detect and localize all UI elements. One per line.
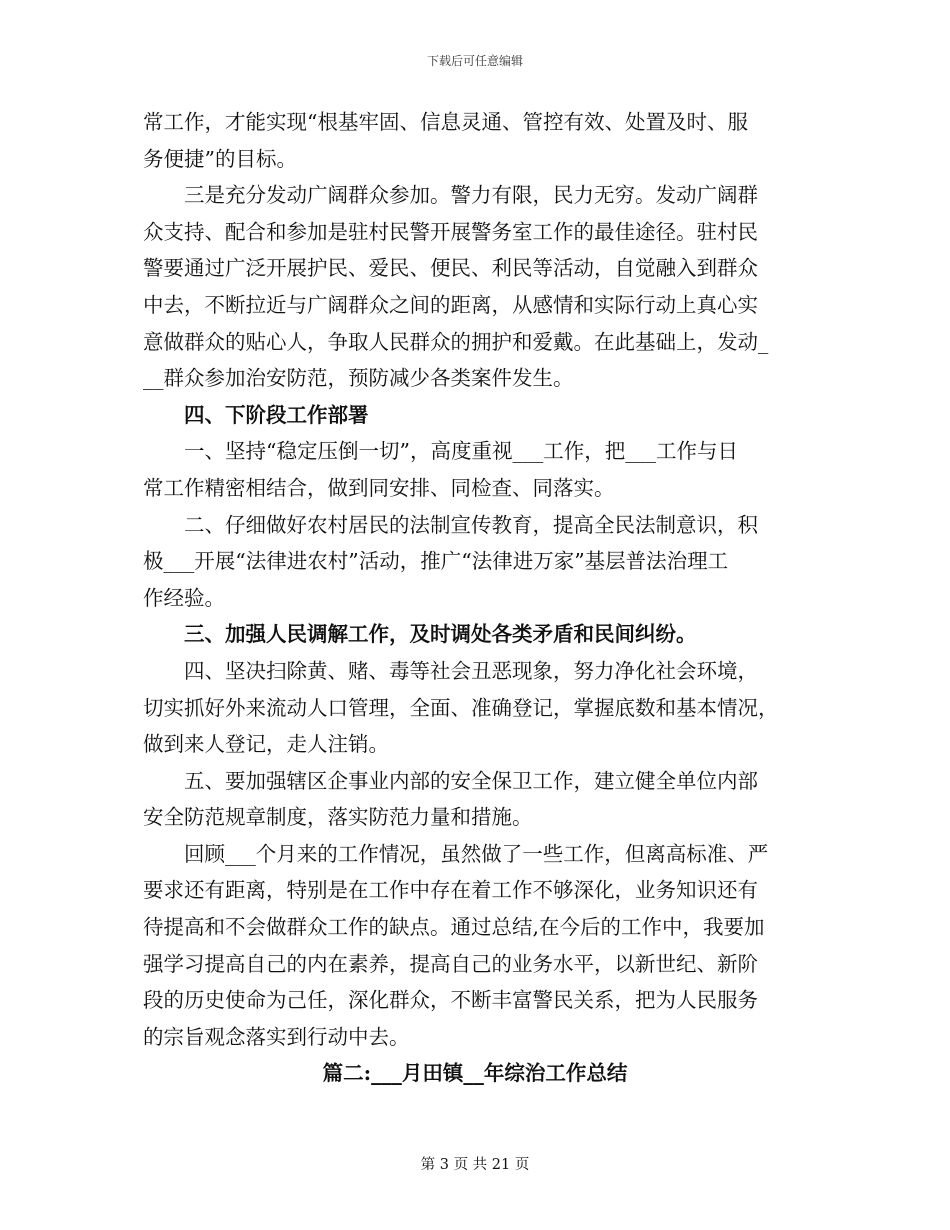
paragraph-line: 二、仔细做好农村居民的法制宣传教育，提高全民法制意识，积 xyxy=(184,512,758,537)
paragraph-line: __群众参加治安防范，预防减少各类案件发生。 xyxy=(143,366,574,391)
paragraph-line: 做到来人登记，走人注销。 xyxy=(143,732,389,757)
paragraph-line: 三是充分发动广阔群众参加。警力有限，民力无穷。发动广阔群 xyxy=(184,183,758,208)
paragraph-line: 意做群众的贴心人，争取人民群众的拥护和爱戴。在此基础上，发动_ xyxy=(143,329,769,354)
paragraph-line: 作经验。 xyxy=(143,585,225,610)
paragraph-line: 待提高和不会做群众工作的缺点。通过总结,在今后的工作中，我要加 xyxy=(143,915,765,940)
paragraph-line: 务便捷”的目标。 xyxy=(143,146,297,171)
page-header-note: 下载后可任意编辑 xyxy=(426,54,523,68)
paragraph-line: 极___开展“法律进农村”活动，推广“法律进万家”基层普法治理工 xyxy=(143,549,729,574)
bold-item: 三、加强人民调解工作，及时调处各类矛盾和民间纠纷。 xyxy=(184,622,697,647)
paragraph-line: 回顾___个月来的工作情况，虽然做了一些工作，但离高标准、严 xyxy=(184,841,769,866)
paragraph-line: 段的历史使命为己任，深化群众，不断丰富警民关系，把为人民服务 xyxy=(143,988,758,1013)
paragraph-line: 常工作精密相结合，做到同安排、同检查、同落实。 xyxy=(143,475,615,500)
page-number: 第 3 页 共 21 页 xyxy=(420,1157,530,1173)
paragraph-line: 众支持、配合和参加是驻村民警开展警务室工作的最佳途径。驻村民 xyxy=(143,219,758,244)
paragraph-line: 中去，不断拉近与广阔群众之间的距离，从感情和实际行动上真心实 xyxy=(143,292,758,317)
document-body xyxy=(143,104,807,1092)
paragraph-line: 一、坚持“稳定压倒一切”，高度重视___工作，把___工作与日 xyxy=(184,439,738,464)
paragraph-line: 要求还有距离，特别是在工作中存在着工作不够深化，业务知识还有 xyxy=(143,878,758,903)
paragraph-line: 强学习提高自己的内在素养，提高自己的业务水平，以新世纪、新阶 xyxy=(143,951,758,976)
section-heading: 四、下阶段工作部署 xyxy=(184,402,369,427)
paragraph-line: 安全防范规章制度，落实防范力量和措施。 xyxy=(143,805,533,830)
paragraph-line: 切实抓好外来流动人口管理，全面、准确登记，掌握底数和基本情况， xyxy=(143,695,779,720)
paragraph-line: 的宗旨观念落实到行动中去。 xyxy=(143,1024,410,1049)
paragraph-line: 五、要加强辖区企事业内部的安全保卫工作，建立健全单位内部 xyxy=(184,768,758,793)
chapter-title: 篇二:___月田镇__年综治工作总结 xyxy=(322,1061,628,1086)
paragraph-line: 常工作，才能实现“根基牢固、信息灵通、管控有效、处置及时、服 xyxy=(143,110,748,134)
paragraph-line: 警要通过广泛开展护民、爱民、便民、利民等活动，自觉融入到群众 xyxy=(143,256,758,281)
paragraph-line: 四、坚决扫除黄、赌、毒等社会丑恶现象，努力净化社会环境， xyxy=(184,658,758,683)
